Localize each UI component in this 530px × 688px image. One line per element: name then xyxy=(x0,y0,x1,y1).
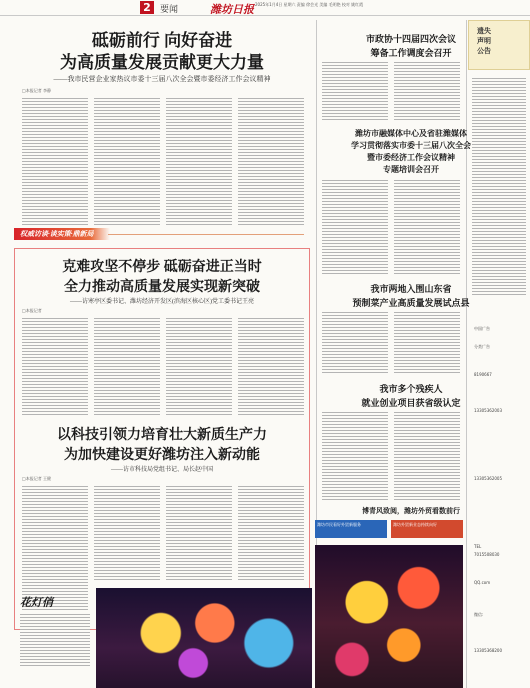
ad-phone-1: 8190667 xyxy=(474,372,492,377)
right-headline-4b: 就业创业项目获省级认定 xyxy=(361,398,461,408)
right-headline-1b: 筹备工作调度会召开 xyxy=(370,48,452,58)
lead-headline-1: 砥砺前行 向好奋进 xyxy=(91,31,233,50)
right-headline-4a: 我市多个残疾人 xyxy=(379,384,443,394)
right-headline-2d: 专题培训会召开 xyxy=(383,165,439,174)
story2-text-col-4 xyxy=(238,316,304,416)
notice-text xyxy=(472,76,526,296)
notice-word-3: 公告 xyxy=(477,47,491,55)
ad-label-1: 中国广告 xyxy=(474,326,490,331)
story3-text-col-4 xyxy=(238,484,304,580)
lantern-photo-left xyxy=(96,588,312,688)
story2-headline-2: 全力推动高质量发展实现新突破 xyxy=(64,280,260,295)
story2-text-col-2 xyxy=(94,316,160,416)
right-headline-5: 博青风致阅，潍坊外贸看数前行 xyxy=(362,507,460,515)
story3-text-col-3 xyxy=(166,484,232,580)
story2-byline: □本报记者 xyxy=(22,308,42,313)
right-text xyxy=(394,178,460,274)
notice-word-1: 遗失 xyxy=(477,27,491,35)
right-headline-3a: 我市两地入围山东省 xyxy=(370,284,452,294)
lead-byline: □本报记者 李静 xyxy=(22,88,52,93)
lead-text-col-3 xyxy=(166,96,232,226)
trade-banner-left: 潍坊市民看好外贸新服务 xyxy=(315,520,387,538)
right-headline-2c: 暨市委经济工作会议精神 xyxy=(367,153,455,162)
feature-caption xyxy=(20,612,90,668)
right-headline-1a: 市政协十四届四次会议 xyxy=(365,34,456,44)
ad-phone-5: 13305368200 xyxy=(474,648,502,653)
column-divider xyxy=(466,20,467,688)
story2-headline-1: 克难攻坚不停步 砥砺奋进正当时 xyxy=(62,260,262,275)
right-text xyxy=(322,310,388,374)
ad-label-3: TEL xyxy=(474,544,482,549)
right-text xyxy=(394,310,460,374)
right-headline-2b: 学习贯彻落实市委十三届八次全会 xyxy=(351,141,471,150)
right-text xyxy=(322,410,388,502)
page-number: 2 xyxy=(140,1,154,14)
right-text xyxy=(322,178,388,274)
notice-ad xyxy=(468,20,530,70)
lead-subtitle: ——我市民营企业家热议市委十三届八次全会暨市委经济工作会议精神 xyxy=(53,75,271,83)
right-text xyxy=(394,60,460,122)
feature-title: 花灯俏 xyxy=(20,597,53,609)
banner-label: 权威访谈·谈实策·鼎新局 xyxy=(20,230,94,238)
lead-headline-2: 为高质量发展贡献更大力量 xyxy=(60,53,264,72)
trade-banner xyxy=(315,520,463,538)
page-header xyxy=(0,0,530,16)
story3-headline-1: 以科技引领力培育壮大新质生产力 xyxy=(57,428,267,443)
trade-banner-right: 潍坊外贸新业态持续向好 xyxy=(391,520,463,538)
story2-subtitle: ——访寒亭区委书记、潍坊经济开发区(滨海区核心区)党工委书记王亮 xyxy=(70,299,254,305)
notice-word-2: 声明 xyxy=(477,37,491,45)
ad-phone-2: 13305362003 xyxy=(474,408,502,413)
story3-subtitle: ——访市科技局党组书记、局长赵中国 xyxy=(110,467,213,473)
lantern-photo-right xyxy=(315,545,463,688)
story3-byline: □本报记者 王健 xyxy=(22,476,52,481)
ad-label-5: 微信: xyxy=(474,612,484,617)
section-name: 要闻 xyxy=(160,5,179,15)
story2-text-col-1 xyxy=(22,316,88,416)
lead-text-col-4 xyxy=(238,96,304,226)
masthead: 潍坊日报 xyxy=(210,3,254,16)
ad-label-4: QQ.com xyxy=(474,580,491,585)
lead-text-col-1 xyxy=(22,96,88,226)
issue-meta: 2025年1月4日 星期六 责编 徐会光 美编 毛明艳 校对 姚红霞 xyxy=(255,2,364,7)
story3-text-col-2 xyxy=(94,484,160,580)
right-text xyxy=(394,410,460,502)
story2-text-col-3 xyxy=(166,316,232,416)
right-headline-2a: 潍坊市融媒体中心及省驻潍媒体 xyxy=(355,129,467,138)
ad-label-2: 分类广告 xyxy=(474,344,490,349)
right-text xyxy=(322,60,388,122)
right-headline-3b: 预制菜产业高质量发展试点县 xyxy=(352,298,470,308)
lead-text-col-2 xyxy=(94,96,160,226)
ad-phone-3: 13305362005 xyxy=(474,476,502,481)
column-banner xyxy=(14,228,304,240)
story3-headline-2: 为加快建设更好潍坊注入新动能 xyxy=(64,448,260,463)
ad-phone-4: 7015508030 xyxy=(474,552,500,557)
